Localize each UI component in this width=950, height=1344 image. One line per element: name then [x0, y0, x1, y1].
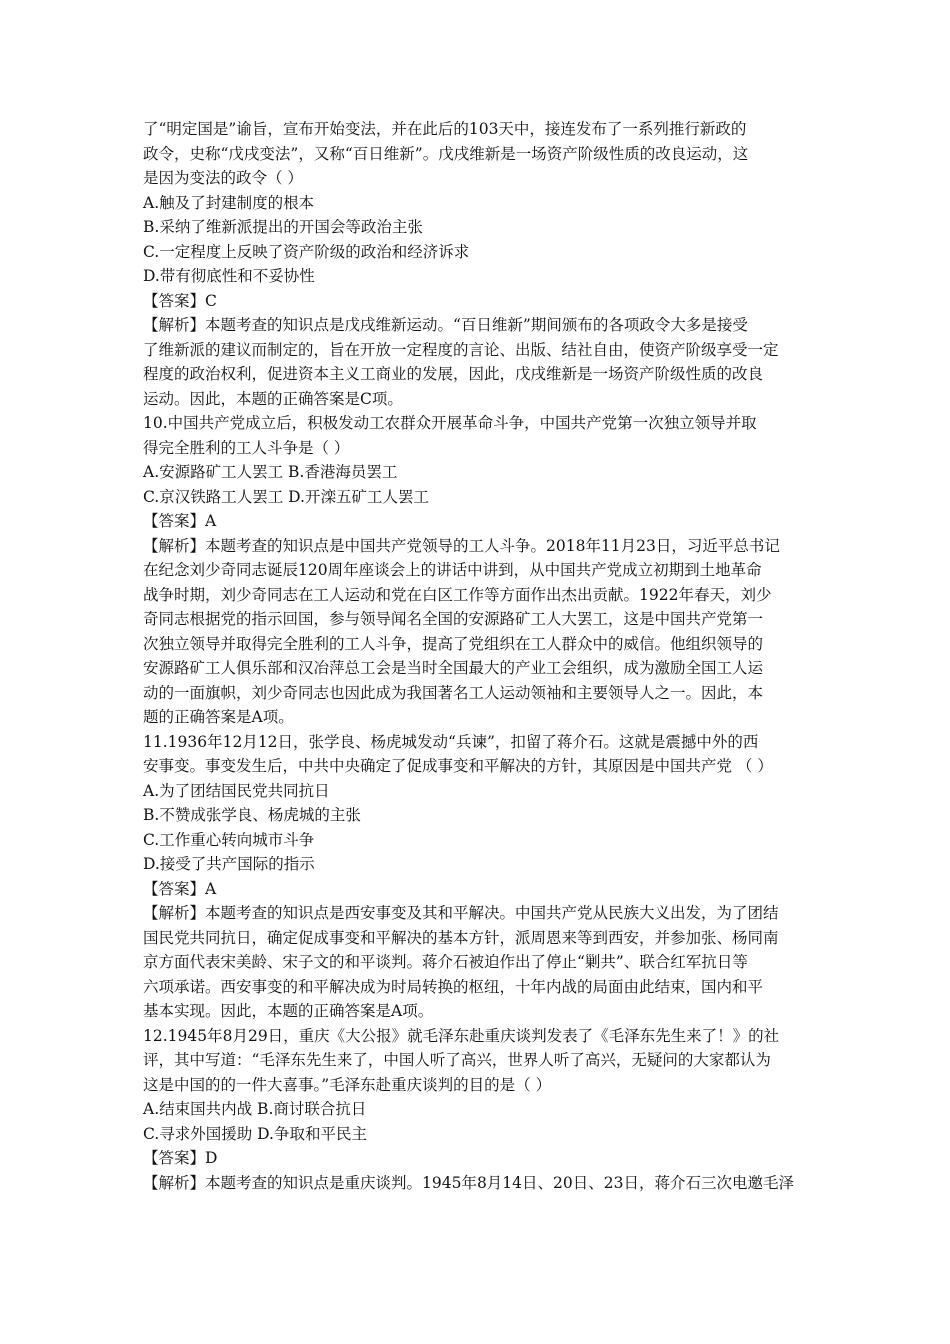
options-cd: C.寻求外国援助 D.争取和平民主 — [143, 1125, 367, 1143]
answer-line: 【答案】A — [143, 512, 217, 530]
text-line: 国民党共同抗日，确定促成事变和平解决的基本方针，派周恩来等到西安，并参加张、杨同南 — [143, 929, 779, 947]
option-d: D.接受了共产国际的指示 — [143, 855, 315, 873]
option-d: D.带有彻底性和不妥协性 — [143, 267, 315, 285]
text-line: 题的正确答案是A项。 — [143, 708, 294, 726]
options-ab: A.结束国共内战 B.商讨联合抗日 — [143, 1100, 367, 1118]
analysis-line: 【解析】本题考查的知识点是中国共产党领导的工人斗争。2018年11月23日，习近平总书记 — [143, 537, 780, 555]
text-line: 得完全胜利的工人斗争是（ ） — [143, 439, 350, 457]
option-c: C.一定程度上反映了资产阶级的政治和经济诉求 — [143, 243, 470, 261]
text-line: 六项承诺。西安事变的和平解决成为时局转换的枢纽，十年内战的局面由此结束，国内和平 — [143, 978, 764, 996]
text-line: 京方面代表宋美龄、宋子文的和平谈判。蒋介石被迫作出了停止“剿共”、联合红军抗日等 — [143, 953, 748, 971]
text-line: 是因为变法的政令（ ） — [143, 169, 303, 187]
analysis-line: 【解析】本题考查的知识点是西安事变及其和平解决。中国共产党从民族大义出发，为了团结 — [143, 904, 779, 922]
option-a: A.触及了封建制度的根本 — [143, 194, 315, 212]
question-10: 10.中国共产党成立后，积极发动工农群众开展革命斗争，中国共产党第一次独立领导并取 — [143, 414, 757, 432]
answer-line: 【答案】C — [143, 292, 217, 310]
text-line: 运动。因此，本题的正确答案是C项。 — [143, 390, 403, 408]
text-line: 安事变。事变发生后，中共中央确定了促成事变和平解决的方针，其原因是中国共产党 （ ） — [143, 757, 773, 775]
answer-line: 【答案】D — [143, 1149, 218, 1167]
text-line: 次独立领导并取得完全胜利的工人斗争，提高了党组织在工人群众中的威信。他组织领导的 — [143, 635, 764, 653]
option-c: C.工作重心转向城市斗争 — [143, 831, 315, 849]
text-line: 战争时期，刘少奇同志在工人运动和党在白区工作等方面作出杰出贡献。1922年春天，刘少 — [143, 586, 772, 604]
text-line: 在纪念刘少奇同志诞辰120周年座谈会上的讲话中讲到，从中国共产党成立初期到土地革命 — [143, 561, 762, 579]
text-line: 了维新派的建议而制定的，旨在开放一定程度的言论、出版、结社自由，使资产阶级享受一定 — [143, 341, 779, 359]
text-line: 评，其中写道：“毛泽东先生来了，中国人听了高兴，世界人听了高兴，无疑问的大家都认为 — [143, 1051, 771, 1069]
text-line: 程度的政治权利，促进资本主义工商业的发展，因此，戊戌维新是一场资产阶级性质的改良 — [143, 365, 764, 383]
options-ab: A.安源路矿工人罢工 B.香港海员罢工 — [143, 463, 398, 481]
text-line: 这是中国的的一件大喜事。”毛泽东赴重庆谈判的目的是（ ） — [143, 1076, 552, 1094]
text-line: 基本实现。因此，本题的正确答案是A项。 — [143, 1002, 434, 1020]
option-b: B.采纳了维新派提出的开国会等政治主张 — [143, 218, 423, 236]
option-a: A.为了团结国民党共同抗日 — [143, 782, 330, 800]
text-line: 了“明定国是”谕旨，宣布开始变法，并在此后的103天中，接连发布了一系列推行新政的 — [143, 120, 747, 138]
analysis-line: 【解析】本题考查的知识点是重庆谈判。1945年8月14日、20日、23日，蒋介石三次电邀毛泽 — [143, 1174, 794, 1192]
analysis-line: 【解析】本题考查的知识点是戊戌维新运动。“百日维新”期间颁布的各项政令大多是接受 — [143, 316, 748, 334]
question-12: 12.1945年8月29日，重庆《大公报》就毛泽东赴重庆谈判发表了《毛泽东先生来了！》的社 — [143, 1027, 780, 1045]
answer-line: 【答案】A — [143, 880, 217, 898]
text-line: 奇同志根据党的指示回国，参与领导闻名全国的安源路矿工人大罢工，这是中国共产党第一 — [143, 610, 764, 628]
text-line: 政令，史称“戊戌变法”，又称“百日维新”。戊戌维新是一场资产阶级性质的改良运动，这 — [143, 145, 749, 163]
text-line: 动的一面旗帜，刘少奇同志也因此成为我国著名工人运动领袖和主要领导人之一。因此，本 — [143, 684, 764, 702]
options-cd: C.京汉铁路工人罢工 D.开滦五矿工人罢工 — [143, 488, 429, 506]
option-b: B.不赞成张学良、杨虎城的主张 — [143, 806, 361, 824]
text-line: 安源路矿工人俱乐部和汉冶萍总工会是当时全国最大的产业工会组织，成为激励全国工人运 — [143, 659, 764, 677]
question-11: 11.1936年12月12日，张学良、杨虎城发动“兵谏”，扣留了蒋介石。这就是震撼中外的西 — [143, 733, 759, 751]
